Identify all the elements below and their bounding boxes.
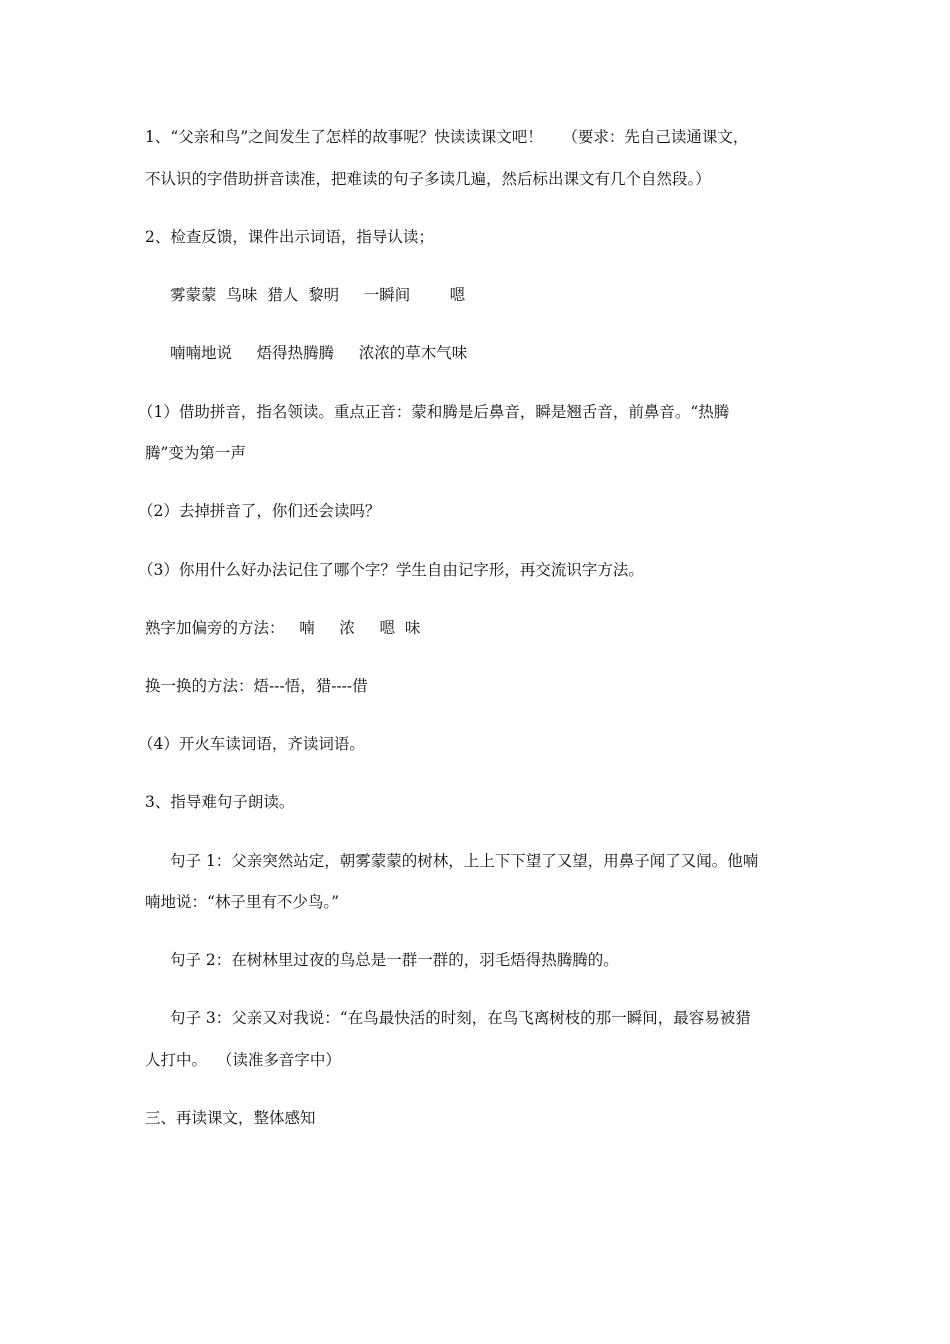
text-line-step3: 3、指导难句子朗读。 xyxy=(145,793,295,811)
text-line-step1: 1、“父亲和鸟”之间发生了怎样的故事呢？快读读课文吧！ （要求：先自己读通课文， xyxy=(145,128,749,146)
section-heading: 三、再读课文，整体感知 xyxy=(145,1109,316,1127)
text-line-step2: 2、检查反馈，课件出示词语，指导认读； xyxy=(145,228,434,246)
text-line-sentence1-cont: 喃地说：“林子里有不少鸟。” xyxy=(145,893,340,911)
text-line-sub2: （2）去掉拼音了，你们还会读吗？ xyxy=(138,502,381,520)
text-line-sentence2: 句子 2：在树林里过夜的鸟总是一群一群的，羽毛焐得热腾腾的。 xyxy=(170,951,619,969)
text-line-method-1: 熟字加偏旁的方法： 喃 浓 嗯 味 xyxy=(145,619,421,637)
text-line-sentence3-cont: 人打中。 （读准多音字中） xyxy=(145,1051,341,1069)
text-line-words-1: 雾蒙蒙 鸟味 猎人 黎明 一瞬间 嗯 xyxy=(170,286,466,304)
text-line-sentence1: 句子 1：父亲突然站定，朝雾蒙蒙的树林，上上下下望了又望，用鼻子闻了又闻。他喃 xyxy=(170,852,759,870)
text-line-sub1-cont: 腾”变为第一声 xyxy=(145,444,246,462)
text-line-sub4: （4）开火车读词语，齐读词语。 xyxy=(138,735,365,753)
text-line-words-2: 喃喃地说 焐得热腾腾 浓浓的草木气味 xyxy=(170,344,468,362)
text-line-sentence3: 句子 3：父亲又对我说：“在鸟最快活的时刻，在鸟飞离树枝的那一瞬间，最容易被猎 xyxy=(170,1009,751,1027)
text-line-sub3: （3）你用什么好办法记住了哪个字？学生自由记字形，再交流识字方法。 xyxy=(138,561,644,579)
text-line-step1-cont: 不认识的字借助拼音读准，把难读的句子多读几遍，然后标出课文有几个自然段。） xyxy=(145,170,711,188)
text-line-method-2: 换一换的方法：焐---悟，猎----借 xyxy=(145,677,368,695)
text-line-sub1: （1）借助拼音，指名领读。重点正音：蒙和腾是后鼻音，瞬是翘舌音，前鼻音。“热腾 xyxy=(138,403,730,421)
